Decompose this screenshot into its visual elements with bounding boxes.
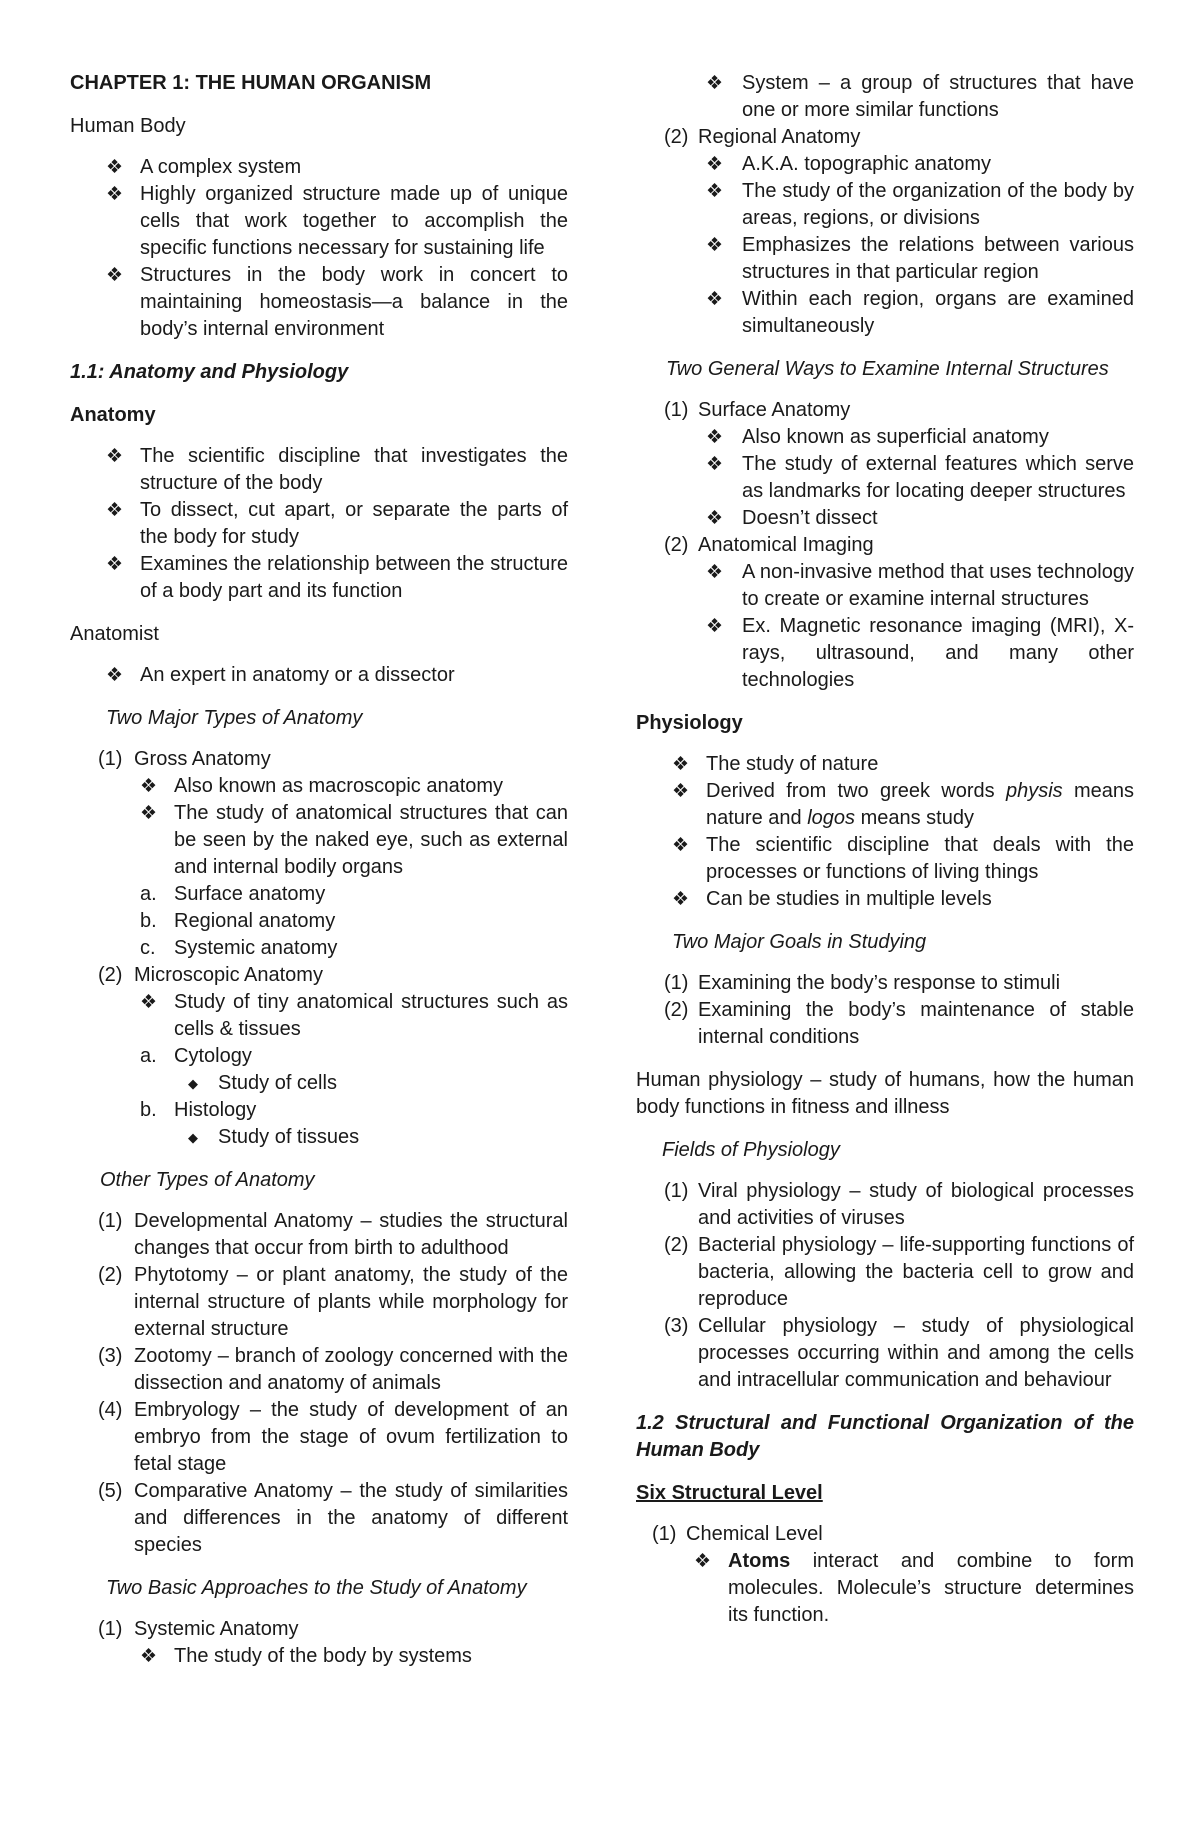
list-item: (2) Examining the body’s maintenance of stable internal conditions [664, 999, 1134, 1048]
bullet-icon: ❖ [140, 776, 158, 797]
list-item: (2) Microscopic Anatomy [98, 964, 323, 986]
list-item: (2) Phytotomy – or plant anatomy, the study of the internal structure of plants while morphology for external structure [98, 1264, 568, 1340]
bullet-icon: ❖ [706, 562, 724, 583]
bullet-icon: ❖ [672, 754, 690, 775]
bullet-icon: ❖ [140, 803, 158, 824]
list-item: ❖ The study of the body by systems [70, 1643, 568, 1670]
physiology-heading: Physiology [636, 712, 743, 734]
list-item: (3) Zootomy – branch of zoology concerned with the dissection and anatomy of animals [98, 1345, 568, 1394]
left-column [70, 70, 568, 1670]
diamond-icon: ◆ [188, 1076, 198, 1091]
list-item: (1) Surface Anatomy [664, 399, 851, 421]
list-item: ❖ A.K.A. topographic anatomy [636, 151, 1134, 178]
list-item: ❖ The study of anatomical structures that can be seen by the naked eye, such as external and internal bodily organs [140, 802, 568, 878]
list-item: ❖ Examines the relationship between the structure of a body part and its function [106, 553, 568, 602]
list-item: ❖ Also known as superficial anatomy [636, 424, 1134, 451]
approaches-list [70, 1616, 568, 1670]
list-item: a. Surface anatomy [140, 883, 326, 905]
bullet-icon: ❖ [706, 181, 724, 202]
list-item: (2) Bacterial physiology – life-supporting functions of bacteria, allowing the bacteria cell to grow and reproduce [664, 1234, 1134, 1310]
physiology-list [636, 751, 1134, 913]
fields-caption: Fields of Physiology [662, 1139, 840, 1161]
goals-list [636, 970, 1134, 1051]
human-physiology-text: Human physiology – study of humans, how the human body functions in fitness and illness [636, 1069, 1134, 1118]
anatomy-heading: Anatomy [70, 404, 156, 426]
list-item: ❖ The scientific discipline that deals with the processes or functions of living things [672, 834, 1134, 883]
list-item: (2) Anatomical Imaging [664, 534, 874, 556]
list-item: ❖ The scientific discipline that investigates the structure of the body [106, 445, 568, 494]
bullet-icon: ❖ [706, 508, 724, 529]
bullet-icon: ❖ [140, 1646, 158, 1667]
list-item: c. Systemic anatomy [140, 937, 338, 959]
list-item: ❖ Derived from two greek words physis means nature and logos means study [672, 780, 1134, 829]
anatomist-heading: Anatomist [70, 623, 159, 645]
list-item: (5) Comparative Anatomy – the study of similarities and differences in the anatomy of different species [98, 1480, 568, 1556]
list-item: ❖ Also known as macroscopic anatomy [70, 773, 568, 800]
levels-list [636, 1521, 1134, 1629]
two-general-caption: Two General Ways to Examine Internal Structures [666, 358, 1109, 380]
two-major-types-caption: Two Major Types of Anatomy [106, 707, 363, 729]
list-item: ❖ Can be studies in multiple levels [636, 886, 1134, 913]
list-item: (1) Examining the body’s response to stimuli [664, 972, 1061, 994]
list-item: ❖ Within each region, organs are examined simultaneously [706, 288, 1134, 337]
bullet-icon: ❖ [106, 184, 124, 205]
list-item: ❖ An expert in anatomy or a dissector [70, 662, 568, 689]
list-item: ❖ Atoms interact and combine to form molecules. Molecule’s structure determines its function. [694, 1550, 1134, 1626]
section-1-1-title: 1.1: Anatomy and Physiology [70, 361, 349, 383]
bullet-icon: ❖ [694, 1551, 712, 1572]
list-item: ◆ Study of cells [70, 1070, 568, 1097]
section-1-2-title: 1.2 Structural and Functional Organization of the Human Body [636, 1412, 1134, 1461]
list-item: ❖ System – a group of structures that have one or more similar functions [706, 72, 1134, 121]
list-item: ❖ A non-invasive method that uses technology to create or examine internal structures [706, 561, 1134, 610]
list-item: ❖ Doesn’t dissect [636, 505, 1134, 532]
chapter-title: CHAPTER 1: THE HUMAN ORGANISM [70, 72, 432, 94]
anatomist-list [70, 662, 568, 689]
bullet-icon: ❖ [706, 154, 724, 175]
bullet-icon: ❖ [140, 992, 158, 1013]
right-column [636, 70, 1134, 1629]
bullet-icon: ❖ [672, 835, 690, 856]
list-item: ◆ Study of tissues [70, 1124, 568, 1151]
list-item: (1) Gross Anatomy [98, 748, 271, 770]
bullet-icon: ❖ [106, 500, 124, 521]
bullet-icon: ❖ [706, 616, 724, 637]
other-types-list [70, 1208, 568, 1559]
list-item: (3) Cellular physiology – study of physiological processes occurring within and among the cells and intracellular communication and behaviour [664, 1315, 1134, 1391]
bullet-icon: ❖ [706, 289, 724, 310]
diamond-icon: ◆ [188, 1130, 198, 1145]
examine-ways-list [636, 397, 1134, 694]
two-major-goals-caption: Two Major Goals in Studying [672, 931, 927, 953]
six-levels-heading: Six Structural Level [636, 1482, 823, 1504]
list-item: ❖ Ex. Magnetic resonance imaging (MRI), X-rays, ultrasound, and many other technologies [706, 615, 1134, 691]
bullet-icon: ❖ [672, 889, 690, 910]
list-item: (2) Regional Anatomy [664, 126, 861, 148]
bullet-icon: ❖ [706, 427, 724, 448]
list-item: ❖ The study of nature [636, 751, 1134, 778]
list-item: ❖ Highly organized structure made up of unique cells that work together to accomplish the specific functions necessary for sustaining life [106, 183, 568, 259]
two-basic-caption: Two Basic Approaches to the Study of Anatomy [106, 1577, 527, 1599]
list-item: ❖ The study of the organization of the body by areas, regions, or divisions [706, 180, 1134, 229]
bullet-icon: ❖ [106, 157, 124, 178]
list-item: ❖ Emphasizes the relations between various structures in that particular region [706, 234, 1134, 283]
list-item: a. Cytology [140, 1045, 252, 1067]
bullet-icon: ❖ [106, 265, 124, 286]
list-item: ❖ Structures in the body work in concert to maintaining homeostasis—a balance in the body’s internal environment [106, 264, 568, 340]
human-body-list [70, 154, 568, 343]
list-item: ❖ The study of external features which serve as landmarks for locating deeper structures [706, 453, 1134, 502]
bullet-icon: ❖ [706, 454, 724, 475]
bullet-icon: ❖ [106, 446, 124, 467]
list-item: (1) Viral physiology – study of biological processes and activities of viruses [664, 1180, 1134, 1229]
list-item: (1) Systemic Anatomy [98, 1618, 299, 1640]
bullet-icon: ❖ [706, 73, 724, 94]
bullet-icon: ❖ [672, 781, 690, 802]
bullet-icon: ❖ [706, 235, 724, 256]
list-item: b. Regional anatomy [140, 910, 336, 932]
list-item: ❖ To dissect, cut apart, or separate the parts of the body for study [106, 499, 568, 548]
list-item: (1) Developmental Anatomy – studies the structural changes that occur from birth to adulthood [98, 1210, 568, 1259]
anatomy-types-list [70, 746, 568, 1151]
human-body-heading: Human Body [70, 115, 186, 137]
systemic-continued-list [636, 70, 1134, 340]
list-item: ❖ Study of tiny anatomical structures such as cells & tissues [140, 991, 568, 1040]
other-types-caption: Other Types of Anatomy [100, 1169, 315, 1191]
list-item: (4) Embryology – the study of development of an embryo from the stage of ovum fertilization to fetal stage [98, 1399, 568, 1475]
anatomy-list [70, 443, 568, 605]
list-item: ❖ A complex system [70, 154, 568, 181]
list-item: b. Histology [140, 1099, 257, 1121]
bullet-icon: ❖ [106, 554, 124, 575]
fields-list [636, 1178, 1134, 1394]
list-item: (1) Chemical Level [652, 1523, 823, 1545]
bullet-icon: ❖ [106, 665, 124, 686]
